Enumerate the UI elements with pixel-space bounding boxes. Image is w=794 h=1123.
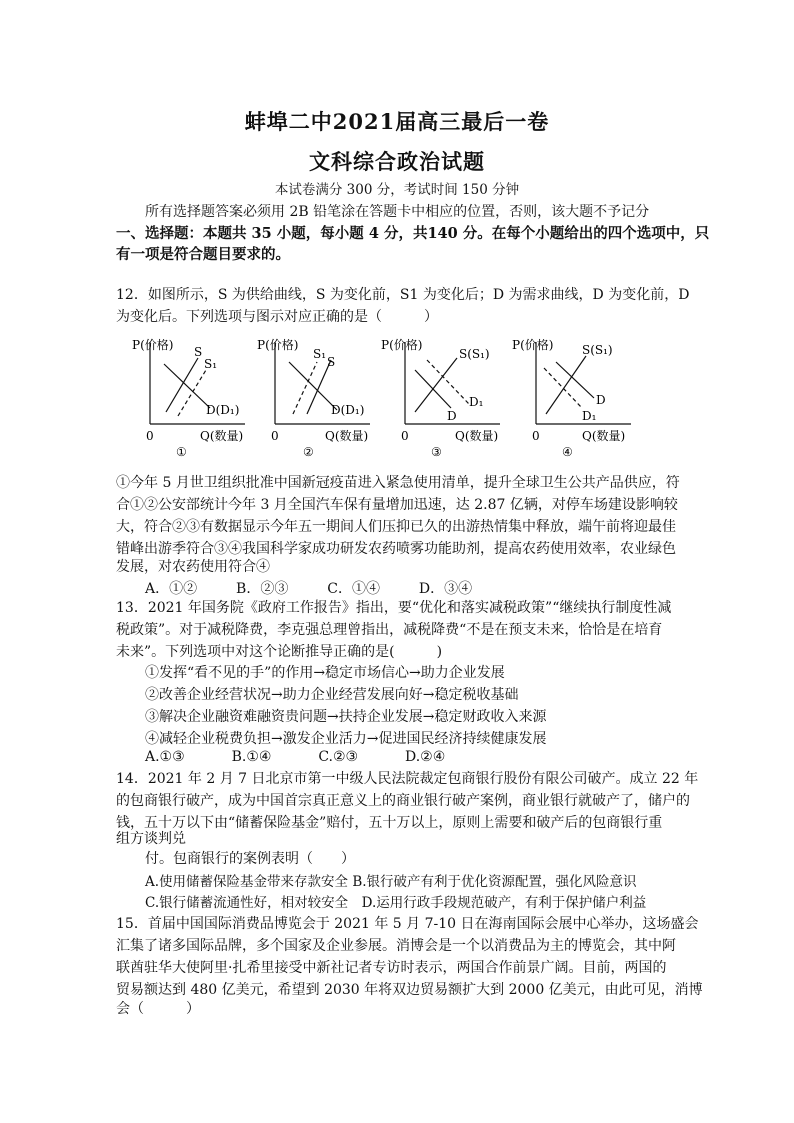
q12-text-line: ①今年 5 月世卫组织批准中国新冠疫苗进入紧急使用清单，提升全球卫生公共产品供应，符 bbox=[116, 475, 680, 491]
q13-stem-line1: 13．2021 年国务院《政府工作报告》指出，要“优化和落实减税政策”“继续执行制度性减 bbox=[116, 600, 672, 616]
graph-2-xlabel: Q(数量) bbox=[325, 429, 369, 443]
exam-meta: 本试卷满分 300 分，考试时间 150 分钟 bbox=[274, 182, 520, 198]
graph-1-s-label: S bbox=[194, 345, 203, 359]
q13-stem-line3: 未来”。下列选项中对这个论断推导正确的是( ) bbox=[116, 644, 443, 660]
q14-stem-line4: 组方谈判兑 bbox=[116, 831, 186, 847]
graph-1-s1-label: S₁ bbox=[204, 357, 218, 371]
q12-graphs bbox=[120, 332, 640, 462]
graph-3-number: ③ bbox=[431, 445, 442, 459]
page-title: 蚌埠二中2021届高三最后一卷 bbox=[244, 109, 550, 134]
page-subtitle: 文科综合政治试题 bbox=[309, 149, 485, 174]
q14-stem-line3: 钱，五十万以下由“储蓄保险基金”赔付，五十万以上，原则上需要和破产后的包商银行重 bbox=[116, 815, 663, 831]
q12-stem-line1: 12．如图所示，S 为供给曲线，S 为变化前，S1 为变化后；D 为需求曲线，D 为变化前，D bbox=[116, 287, 690, 303]
q15-stem-line4: 贸易额达到 480 亿美元，希望到 2030 年将双边贸易额扩大到 2000 亿美元，由此可见，消博 bbox=[116, 982, 703, 998]
q13-option-a[interactable]: A.①③ bbox=[145, 749, 185, 765]
graph-1-number: ① bbox=[176, 445, 187, 459]
q12-option-c[interactable]: C．①④ bbox=[327, 581, 380, 597]
graph-1-d-label: D(D₁) bbox=[206, 403, 240, 417]
graph-2-ylabel: P(价格) bbox=[257, 338, 299, 352]
q15-stem-line2: 汇集了诸多国际品牌，多个国家及企业参展。消博会是一个以消费品为主的博览会，其中阿 bbox=[116, 938, 676, 954]
q14-stem-line2: 的包商银行破产，成为中国首宗真正意义上的商业银行破产案例，商业银行就破产了，储户的 bbox=[116, 793, 690, 809]
graph-3-d1-label: D₁ bbox=[469, 395, 484, 409]
q13-option-d[interactable]: D.②④ bbox=[405, 749, 446, 765]
graph-3-d-label: D bbox=[447, 409, 457, 423]
q12-options bbox=[145, 578, 472, 598]
q13-options bbox=[145, 749, 445, 765]
q12-option-a[interactable]: A．①② bbox=[145, 581, 198, 597]
graph-3-s-label: S(S₁) bbox=[459, 347, 490, 361]
graph-3 bbox=[375, 332, 505, 460]
graph-4-d-label: D bbox=[596, 393, 606, 407]
q15-stem-line5: 会（ ） bbox=[116, 1001, 200, 1017]
graph-2-number: ② bbox=[303, 445, 314, 459]
q13-item: ④减轻企业税费负担→激发企业活力→促进国民经济持续健康发展 bbox=[145, 731, 547, 747]
graph-4-xlabel: Q(数量) bbox=[582, 429, 626, 443]
graph-1 bbox=[120, 332, 250, 460]
graph-3-origin: 0 bbox=[401, 429, 409, 443]
graph-1-ylabel: P(价格) bbox=[132, 338, 174, 352]
q13-option-b[interactable]: B.①④ bbox=[231, 749, 272, 765]
q12-option-b[interactable]: B．②③ bbox=[236, 581, 289, 597]
q12-text-line: 错峰出游季符合③④我国科学家成功研发农药喷雾功能助剂，提高农药使用效率，农业绿色 bbox=[116, 541, 676, 557]
q14-stem-line1: 14．2021 年 2 月 7 日北京市第一中级人民法院裁定包商银行股份有限公司破产。成立 22 年 bbox=[116, 771, 699, 787]
graph-2-origin: 0 bbox=[271, 429, 279, 443]
graph-1-origin: 0 bbox=[146, 429, 154, 443]
graph-3-ylabel: P(价格) bbox=[381, 338, 423, 352]
q12-text-line: 合①②公安部统计今年 3 月全国汽车保有量增加迅速，达 2.87 亿辆，对停车场建设影响较 bbox=[116, 497, 678, 513]
graph-4-number: ④ bbox=[562, 445, 573, 459]
graph-2-s1-label: S₁ bbox=[313, 347, 327, 361]
section-heading-line2: 有一项是符合题目要求的。 bbox=[116, 246, 290, 263]
graph-4-origin: 0 bbox=[532, 429, 540, 443]
q13-item: ①发挥“看不见的手”的作用→稳定市场信心→助力企业发展 bbox=[145, 665, 505, 681]
q12-text-line: 发展，对农药使用符合④ bbox=[116, 559, 270, 575]
graph-4-d1-label: D₁ bbox=[582, 409, 597, 423]
graph-2-d-label: D(D₁) bbox=[331, 403, 365, 417]
section-heading-line1: 一、选择题：本题共 35 小题，每小题 4 分，共140 分。在每个小题给出的四个选项中，只 bbox=[116, 225, 710, 242]
q13-item: ③解决企业融资难融资贵问题→扶持企业发展→稳定财政收入来源 bbox=[145, 709, 547, 725]
q13-item: ②改善企业经营状况→助力企业经营发展向好→稳定税收基础 bbox=[145, 687, 519, 703]
q13-stem-line2: 税政策”。对于减税降费，李克强总理曾指出，减税降费“不是在预支未来，恰恰是在培育 bbox=[116, 622, 663, 638]
graph-4 bbox=[506, 332, 636, 460]
graph-3-xlabel: Q(数量) bbox=[455, 429, 499, 443]
q13-option-c[interactable]: C.②③ bbox=[318, 749, 359, 765]
q14-stem-line5: 付。包商银行的案例表明（ ） bbox=[145, 851, 355, 867]
graph-4-ylabel: P(价格) bbox=[512, 338, 554, 352]
q12-option-d[interactable]: D．③④ bbox=[418, 581, 473, 597]
q12-text-line: 大，符合②③有数据显示今年五一期间人们压抑已久的出游热情集中释放，端午前将迎最佳 bbox=[116, 519, 676, 535]
graph-1-xlabel: Q(数量) bbox=[200, 429, 244, 443]
graph-2 bbox=[245, 332, 375, 460]
graph-2-s-label: S bbox=[327, 355, 336, 369]
q15-stem-line1: 15．首届中国国际消费品博览会于 2021 年 5 月 7-10 日在海南国际会展中心举办，这场盛会 bbox=[116, 916, 699, 932]
q12-stem-line2: 为变化后。下列选项与图示对应正确的是（ ） bbox=[116, 309, 438, 325]
exam-instruction: 所有选择题答案必须用 2B 铅笔涂在答题卡中相应的位置，否则，该大题不予记分 bbox=[145, 204, 650, 220]
q14-options-cd[interactable]: C.银行储蓄流通性好，相对较安全 D.运用行政手段规范破产，有利于保护储户利益 bbox=[145, 895, 647, 911]
graph-4-s-label: S(S₁) bbox=[582, 343, 613, 357]
q14-options-ab[interactable]: A.使用储蓄保险基金带来存款安全 B.银行破产有利于优化资源配置，强化风险意识 bbox=[145, 874, 637, 890]
q15-stem-line3: 联酋驻华大使阿里·扎希里接受中新社记者专访时表示，两国合作前景广阔。目前，两国的 bbox=[116, 960, 667, 976]
